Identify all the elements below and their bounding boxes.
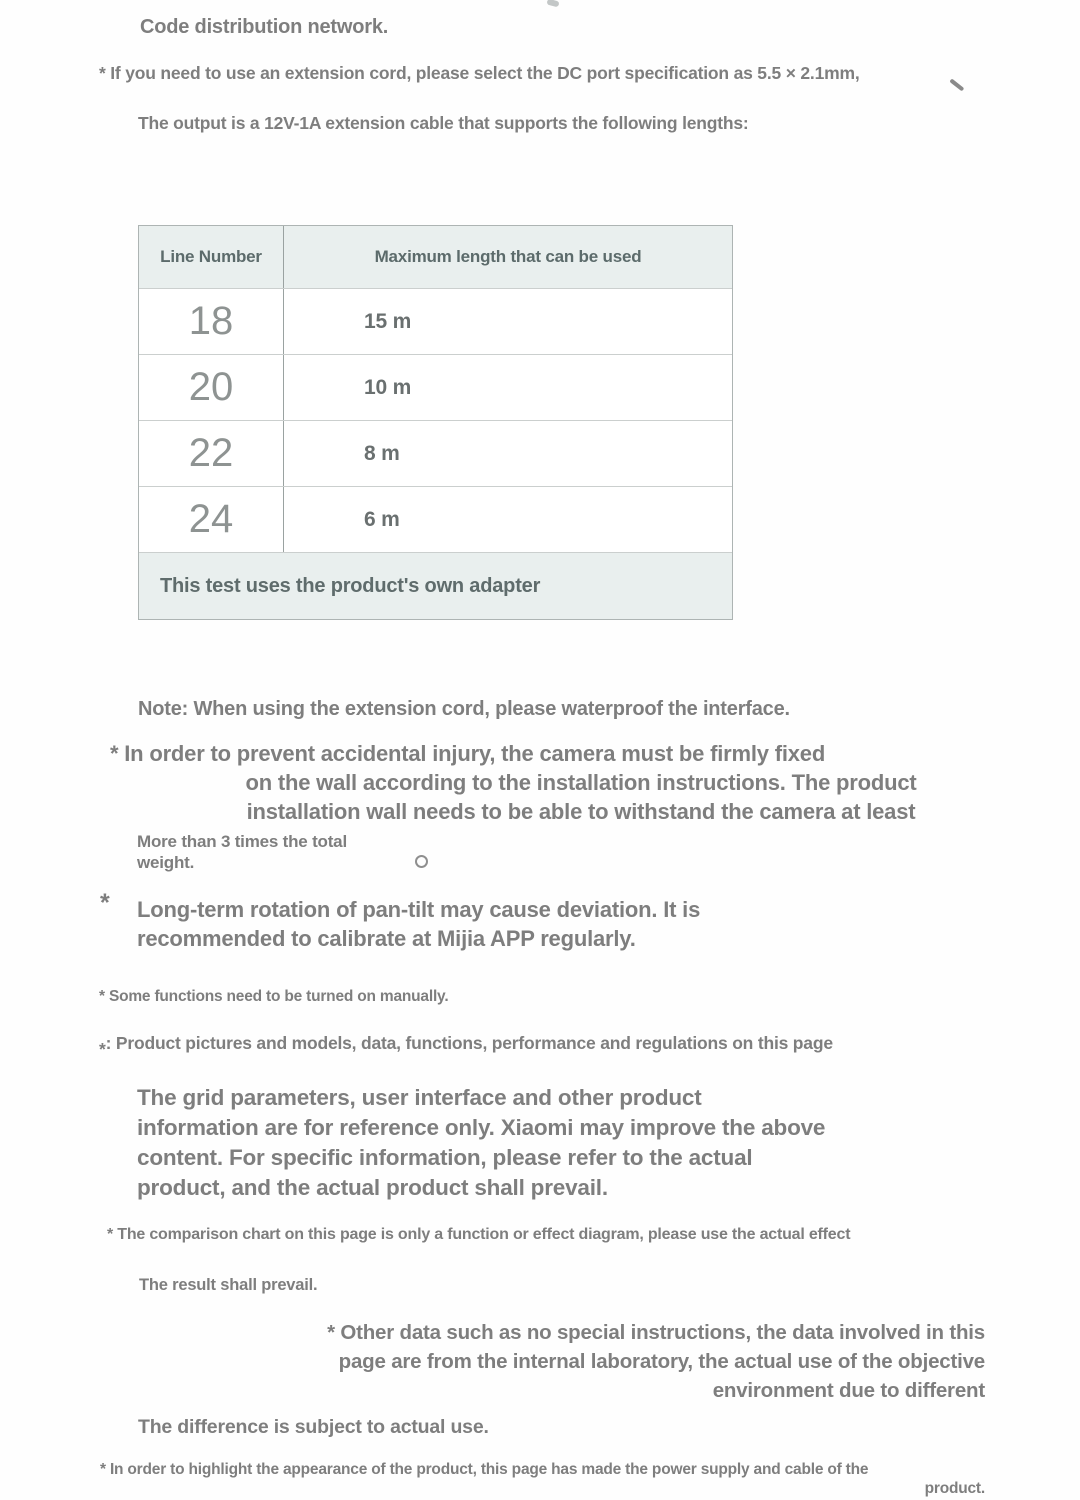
product-pictures-text: : Product pictures and models, data, functions, performance and regulations on this page [105,1033,833,1053]
manual-functions-note: * Some functions need to be turned on manually. [99,988,449,1005]
grid-parameters-line3: content. For specific information, please refer to the actual [137,1145,753,1170]
extension-length-table [138,225,733,620]
line-number-cell: 20 [139,355,284,420]
weight-note [137,831,347,873]
grid-parameters-line4: product, and the actual product shall prevail. [137,1175,608,1200]
pan-tilt-asterisk: * [100,889,110,917]
diagonal-stroke-mark [950,78,965,91]
max-length-cell: 10 m [364,375,412,399]
product-pictures-note [99,1033,833,1059]
circle-outline-mark [415,855,428,868]
difference-note: The difference is subject to actual use. [138,1416,489,1438]
max-length-cell: 15 m [364,309,412,333]
table-footer-row [139,552,732,619]
weight-note-line2: weight. [137,853,195,872]
highlight-note-line1: * In order to highlight the appearance of the product, this page has made the power supply and cable of the [100,1461,869,1478]
other-data-note [95,1318,985,1405]
fixed-camera-note-line3: installation wall needs to be able to withstand the camera at least [246,799,916,824]
line-number-cell: 18 [139,289,284,354]
comparison-chart-note: * The comparison chart on this page is only a function or effect diagram, please use the actual effect [107,1226,851,1243]
intro-heading: Code distribution network. [140,16,389,38]
table-row [139,354,732,420]
waterproof-note: Note: When using the extension cord, please waterproof the interface. [138,698,790,720]
fixed-camera-note-line2: on the wall according to the installation instructions. The product [245,770,917,795]
pan-tilt-note-line2: recommended to calibrate at Mijia APP regularly. [137,926,636,951]
speck-mark [546,0,559,7]
grid-parameters-note [137,1083,825,1203]
pan-tilt-note-line1: Long-term rotation of pan-tilt may cause deviation. It is [137,897,701,922]
line-number-cell: 24 [139,487,284,552]
grid-parameters-line2: information are for reference only. Xiaomi may improve the above [137,1115,826,1140]
highlight-note [100,1460,985,1498]
table-header-max-length: Maximum length that can be used [374,247,642,266]
other-data-line1: * Other data such as no special instructions, the data involved in this [327,1321,985,1344]
line-number-cell: 22 [139,421,284,486]
extension-cord-note: * If you need to use an extension cord, please select the DC port specification as 5.5 × 2.1mm, [99,63,860,83]
table-row [139,420,732,486]
other-data-line3: environment due to different [712,1379,985,1402]
highlight-note-line2: product. [924,1480,985,1497]
table-row [139,486,732,552]
subscript-asterisk: * [99,1039,106,1059]
weight-note-line1: More than 3 times the total [137,832,347,851]
max-length-cell: 6 m [364,507,400,531]
max-length-cell: 8 m [364,441,400,465]
grid-parameters-line1: The grid parameters, user interface and other product [137,1085,702,1110]
table-header-line-number: Line Number [139,226,284,288]
result-prevail-note: The result shall prevail. [139,1276,318,1294]
output-cable-note: The output is a 12V-1A extension cable that supports the following lengths: [138,113,749,133]
table-row [139,288,732,354]
table-footer-note: This test uses the product's own adapter [160,574,541,597]
other-data-line2: page are from the internal laboratory, the actual use of the objective [338,1350,985,1373]
table-header-row [139,226,732,288]
fixed-camera-note-line1: * In order to prevent accidental injury, the camera must be firmly fixed [110,741,826,766]
